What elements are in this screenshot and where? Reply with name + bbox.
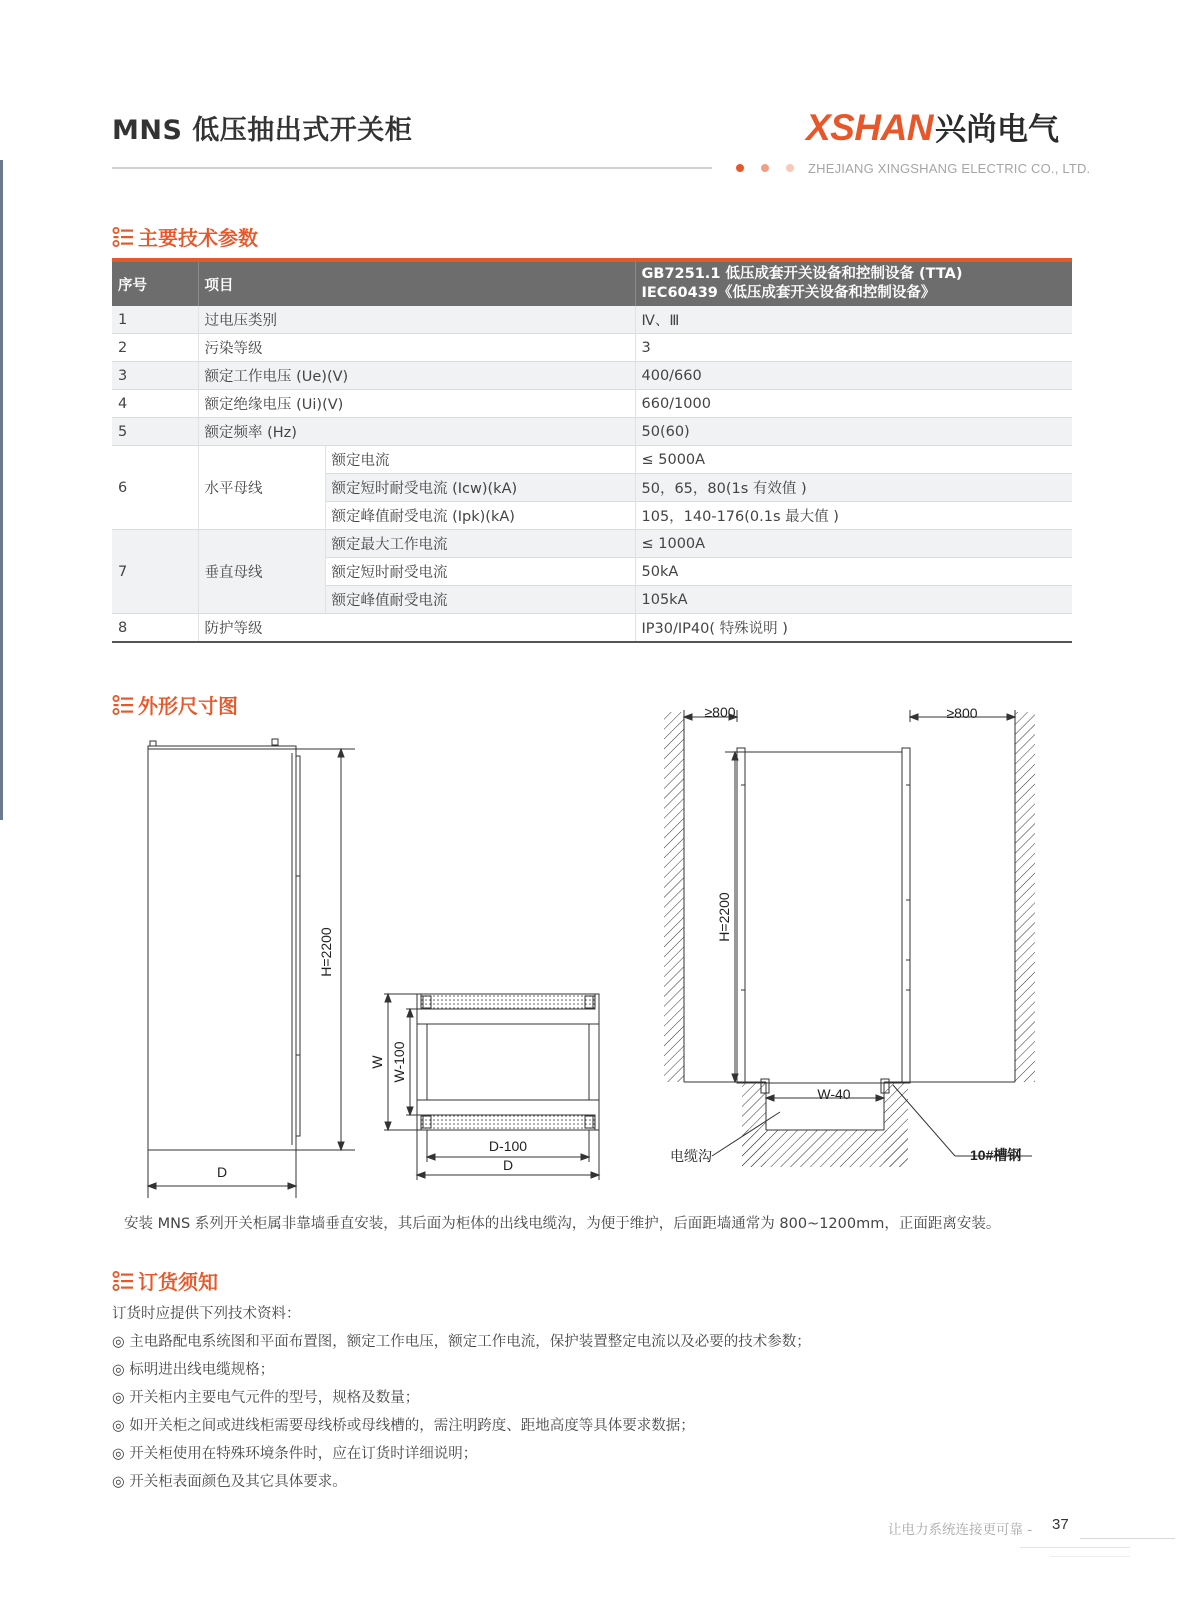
table-row xyxy=(112,446,1072,474)
spec-table xyxy=(112,262,1072,643)
cell-no: 2 xyxy=(112,334,198,362)
top-depth-label: D xyxy=(502,1157,514,1173)
top-width-label: W xyxy=(369,1055,385,1069)
cell-value: ≤ 5000A xyxy=(635,446,1072,474)
logo-cn: 兴尚电气 xyxy=(935,112,1060,148)
table-row xyxy=(112,390,1072,418)
table-row xyxy=(112,362,1072,390)
section-title: 订货须知 xyxy=(138,1270,218,1294)
table-row xyxy=(112,614,1072,643)
cell-item: 垂直母线 xyxy=(198,530,325,614)
side-height-label: H=2200 xyxy=(716,892,732,942)
install-caption: 安装 MNS 系列开关柜属非靠墙垂直安装，其后面为柜体的出线电缆沟，为便于维护，后面距墙通常为 800~1200mm，正面距离安装。 xyxy=(124,1216,1001,1232)
list-item: ◎ 开关柜内主要电气元件的型号，规格及数量； xyxy=(112,1390,420,1406)
cell-item: 污染等级 xyxy=(198,334,635,362)
top-width100-label: W-100 xyxy=(391,1041,407,1083)
table-row xyxy=(112,334,1072,362)
table-row xyxy=(112,418,1072,446)
page-title: MNS 低压抽出式开关柜 xyxy=(112,115,413,146)
ordering-list xyxy=(112,1300,811,1496)
cell-subitem: 额定电流 xyxy=(325,446,635,474)
cell-no: 1 xyxy=(112,306,198,334)
cell-value: 50，65，80(1s 有效值 ) xyxy=(635,474,1072,502)
list-icon xyxy=(112,227,134,247)
header-dot-3 xyxy=(786,164,794,172)
cell-item: 防护等级 xyxy=(198,614,635,643)
header-no: 序号 xyxy=(112,262,198,306)
cell-value: 400/660 xyxy=(635,362,1072,390)
cell-no: 8 xyxy=(112,614,198,643)
header-standard-line1: GB7251.1 低压成套开关设备和控制设备 (TTA) xyxy=(641,266,963,282)
side-right-gap-label: ≥800 xyxy=(946,705,978,721)
header-dot-2 xyxy=(761,164,769,172)
header-item: 项目 xyxy=(198,262,635,306)
cell-value: 50kA xyxy=(635,558,1072,586)
cell-no: 7 xyxy=(112,530,198,614)
side-left-gap-label: ≥800 xyxy=(704,704,736,720)
front-depth-label: D xyxy=(216,1164,228,1180)
cell-value: 50(60) xyxy=(635,418,1072,446)
company-name-en: ZHEJIANG XINGSHANG ELECTRIC CO., LTD. xyxy=(808,161,1091,176)
cell-value: 105kA xyxy=(635,586,1072,614)
cell-item: 过电压类别 xyxy=(198,306,635,334)
list-item: ◎ 主电路配电系统图和平面布置图，额定工作电压，额定工作电流，保护装置整定电流以及必要的技术参数； xyxy=(112,1334,811,1350)
list-item: ◎ 开关柜表面颜色及其它具体要求。 xyxy=(112,1474,347,1490)
header-dot-1 xyxy=(736,164,744,172)
list-item: ◎ 如开关柜之间或进线柜需要母线桥或母线槽的，需注明跨度、距地高度等具体要求数据； xyxy=(112,1418,695,1434)
cable-trench-label: 电缆沟 xyxy=(670,1148,712,1164)
footer-decoration xyxy=(1020,1547,1130,1548)
list-icon xyxy=(112,1271,134,1291)
cell-item: 额定工作电压 (Ue)(V) xyxy=(198,362,635,390)
cell-value: 105，140-176(0.1s 最大值 ) xyxy=(635,502,1072,530)
cell-value: Ⅳ、Ⅲ xyxy=(635,306,1072,334)
header-standard-line2: IEC60439《低压成套开关设备和控制设备》 xyxy=(641,285,936,301)
cell-item: 额定频率 (Hz) xyxy=(198,418,635,446)
cell-value: ≤ 1000A xyxy=(635,530,1072,558)
cell-item: 水平母线 xyxy=(198,446,325,530)
dimension-drawings xyxy=(0,690,1190,1200)
table-row xyxy=(112,306,1072,334)
section-heading-ordering xyxy=(112,1266,218,1295)
section-title: 主要技术参数 xyxy=(138,226,258,250)
top-depth100-label: D-100 xyxy=(488,1138,528,1154)
cell-item: 额定绝缘电压 (Ui)(V) xyxy=(198,390,635,418)
footer-decoration xyxy=(1080,1538,1175,1539)
cell-value: 660/1000 xyxy=(635,390,1072,418)
ordering-intro: 订货时应提供下列技术资料： xyxy=(112,1306,301,1322)
cell-subitem: 额定最大工作电流 xyxy=(325,530,635,558)
channel-steel-label: 10#槽钢 xyxy=(970,1147,1022,1163)
header-standard xyxy=(635,262,1072,306)
footer-slogan: 让电力系统连接更可靠 - xyxy=(888,1522,1033,1538)
front-height-label: H=2200 xyxy=(318,927,334,977)
cell-no: 5 xyxy=(112,418,198,446)
table-header-row xyxy=(112,262,1072,306)
cell-value: IP30/IP40( 特殊说明 ) xyxy=(635,614,1072,643)
brand-logo xyxy=(806,104,1059,148)
cell-no: 4 xyxy=(112,390,198,418)
cell-subitem: 额定短时耐受电流 xyxy=(325,558,635,586)
table-row xyxy=(112,530,1072,558)
cell-subitem: 额定峰值耐受电流 xyxy=(325,586,635,614)
cell-subitem: 额定短时耐受电流 (Icw)(kA) xyxy=(325,474,635,502)
cell-no: 6 xyxy=(112,446,198,530)
section-title: 外形尺寸图 xyxy=(138,694,238,718)
header-divider xyxy=(112,167,712,169)
footer-decoration xyxy=(1050,1556,1130,1557)
list-item: ◎ 开关柜使用在特殊环境条件时，应在订货时详细说明； xyxy=(112,1446,478,1462)
section-heading-specs xyxy=(112,222,258,251)
list-item: ◎ 标明进出线电缆规格； xyxy=(112,1362,275,1378)
side-w40-label: W-40 xyxy=(817,1086,851,1102)
logo-latin: XSHAN xyxy=(806,107,934,148)
cell-subitem: 额定峰值耐受电流 (Ipk)(kA) xyxy=(325,502,635,530)
cell-value: 3 xyxy=(635,334,1072,362)
page-number: 37 xyxy=(1052,1516,1069,1533)
cell-no: 3 xyxy=(112,362,198,390)
